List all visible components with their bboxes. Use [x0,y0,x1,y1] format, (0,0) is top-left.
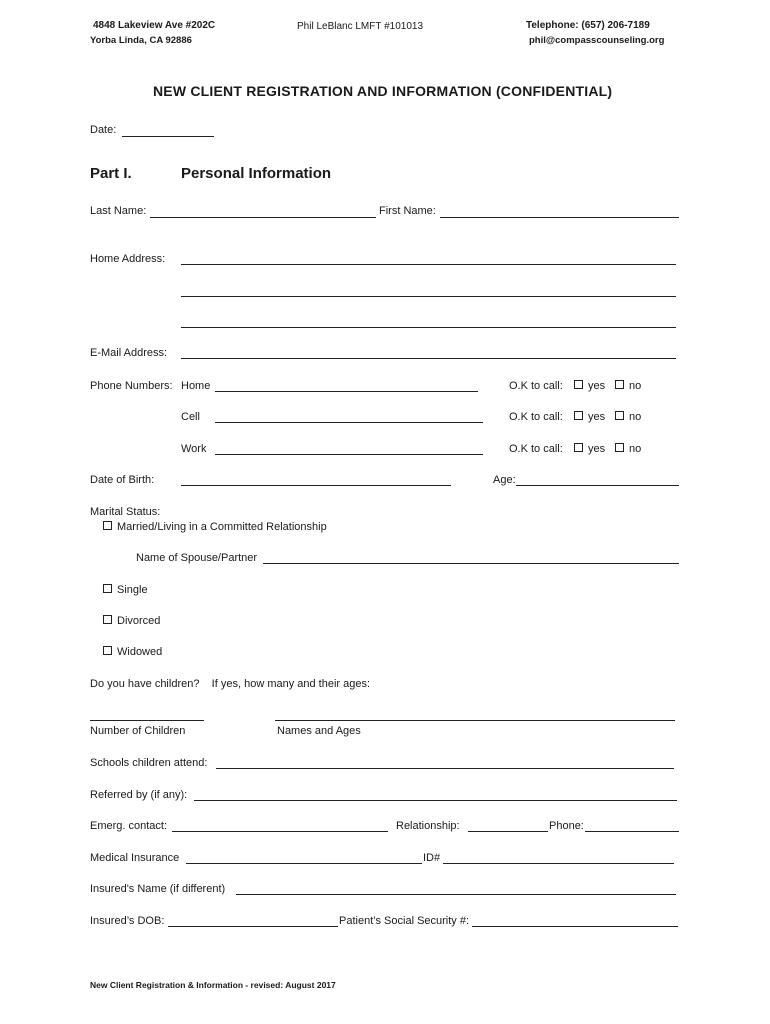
spouse-name-field[interactable] [263,563,679,564]
names-ages-label: Names and Ages [277,725,361,737]
checkbox-icon[interactable] [615,411,624,420]
header-phone: Telephone: (657) 206-7189 [526,20,650,31]
married-label: Married/Living in a Committed Relationship [117,521,327,533]
cell-phone-field[interactable] [215,422,483,423]
relationship-field[interactable] [468,831,548,832]
email-label: E-Mail Address: [90,347,168,359]
widowed-option[interactable] [103,646,162,658]
emergency-contact-label: Emerg. contact: [90,820,168,832]
work-call-yes-option[interactable] [574,443,605,455]
header-provider: Phil LeBlanc LMFT #101013 [297,21,424,32]
cell-call-no-option[interactable] [615,411,641,423]
divorced-option[interactable] [103,615,160,627]
no-label: no [629,380,642,392]
schools-label: Schools children attend: [90,757,208,769]
last-name-field[interactable] [150,217,376,218]
insured-name-field[interactable] [236,894,676,895]
checkbox-icon[interactable] [615,443,624,452]
cell-call-yes-option[interactable] [574,411,605,423]
header-address-line1: 4848 Lakeview Ave #202C [93,20,216,31]
number-of-children-field[interactable] [90,720,204,721]
checkbox-icon[interactable] [574,411,583,420]
first-name-field[interactable] [440,217,679,218]
insured-dob-field[interactable] [168,926,338,927]
checkbox-icon[interactable] [574,380,583,389]
emergency-phone-field[interactable] [585,831,679,832]
checkbox-icon[interactable] [103,615,112,624]
age-label: Age: [493,474,516,486]
schools-field[interactable] [216,768,674,769]
age-field[interactable] [516,485,679,486]
footer-revision: New Client Registration & Information - revised: August 2017 [90,980,336,990]
single-label: Single [117,584,148,596]
last-name-label: Last Name: [90,205,147,217]
divorced-label: Divorced [117,615,161,627]
single-option[interactable] [103,584,148,596]
form-title: NEW CLIENT REGISTRATION AND INFORMATION (CONFIDENTIAL) [153,83,613,99]
work-phone-field[interactable] [215,454,483,455]
work-phone-label: Work [181,443,207,455]
home-phone-field[interactable] [215,391,478,392]
dob-label: Date of Birth: [90,474,155,486]
home-phone-label: Home [181,380,211,392]
relationship-label: Relationship: [396,820,460,832]
checkbox-icon[interactable] [103,584,112,593]
marital-status-label: Marital Status: [90,506,161,518]
yes-label: yes [588,380,606,392]
referred-label: Referred by (if any): [90,789,188,801]
ssn-label: Patient’s Social Security #: [339,915,470,927]
ssn-field[interactable] [472,926,678,927]
no-label: no [629,411,642,423]
header-email: phil@compasscounseling.org [529,35,665,46]
cell-ok-to-call-label: O.K to call: [509,411,563,423]
phone-numbers-label: Phone Numbers: [90,380,173,392]
home-address-label: Home Address: [90,253,166,265]
no-label: no [629,443,642,455]
emergency-contact-field[interactable] [172,831,388,832]
date-field[interactable] [122,136,214,137]
emergency-phone-label: Phone: [549,820,584,832]
widowed-label: Widowed [117,646,163,658]
checkbox-icon[interactable] [574,443,583,452]
home-call-yes-option[interactable] [574,380,605,392]
checkbox-icon[interactable] [103,646,112,655]
home-address-field-2[interactable] [181,296,676,297]
checkbox-icon[interactable] [103,521,112,530]
insurance-id-label: ID# [423,852,441,864]
part-number: Part I. [90,165,132,182]
part-name: Personal Information [181,165,332,182]
checkbox-icon[interactable] [615,380,624,389]
cell-phone-label: Cell [181,411,200,423]
medical-insurance-label: Medical Insurance [90,852,180,864]
email-field[interactable] [181,358,676,359]
work-call-no-option[interactable] [615,443,641,455]
yes-label: yes [588,411,606,423]
yes-label: yes [588,443,606,455]
names-ages-field[interactable] [275,720,675,721]
home-ok-to-call-label: O.K to call: [509,380,563,392]
insured-dob-label: Insured’s DOB: [90,915,165,927]
header-address-line2: Yorba Linda, CA 92886 [90,35,192,46]
spouse-name-label: Name of Spouse/Partner [136,552,258,564]
home-address-field-1[interactable] [181,264,676,265]
medical-insurance-field[interactable] [186,863,422,864]
first-name-label: First Name: [379,205,436,217]
insured-name-label: Insured's Name (if different) [90,883,226,895]
children-question: Do you have children? If yes, how many and their ages: [90,678,371,690]
married-option[interactable] [103,521,327,533]
number-of-children-label: Number of Children [90,725,186,737]
dob-field[interactable] [181,485,451,486]
home-address-field-3[interactable] [181,327,676,328]
work-ok-to-call-label: O.K to call: [509,443,563,455]
insurance-id-field[interactable] [443,863,674,864]
home-call-no-option[interactable] [615,380,641,392]
referred-field[interactable] [194,800,677,801]
date-label: Date: [90,124,117,136]
